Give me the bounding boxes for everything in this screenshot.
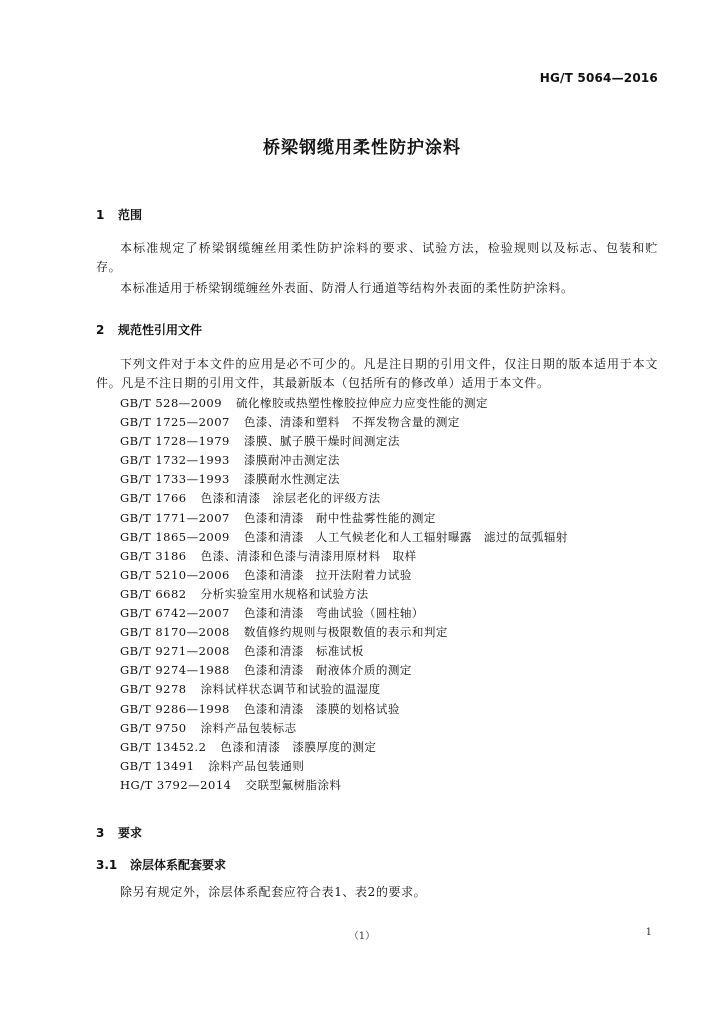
reference-item bbox=[120, 700, 568, 719]
reference-code: GB/T 1733—1993 bbox=[120, 472, 230, 487]
reference-title: 漆膜耐水性测定法 bbox=[243, 472, 340, 487]
reference-title: 漆膜耐冲击测定法 bbox=[243, 453, 340, 468]
subsection-3-1-title: 涂层体系配套要求 bbox=[130, 858, 227, 872]
reference-code: GB/T 9750 bbox=[120, 720, 187, 735]
reference-code: GB/T 1732—1993 bbox=[120, 453, 230, 468]
section-2-heading bbox=[96, 321, 202, 338]
reference-code: GB/T 9274—1988 bbox=[120, 663, 230, 678]
reference-code: GB/T 9278 bbox=[120, 682, 187, 697]
reference-title: 交联型氟树脂涂料 bbox=[245, 777, 342, 792]
reference-title: 分析实验室用水规格和试验方法 bbox=[200, 586, 369, 601]
reference-title: 涂料产品包装通则 bbox=[208, 758, 305, 773]
reference-code: GB/T 5210—2006 bbox=[120, 567, 230, 582]
reference-title: 硫化橡胶或热塑性橡胶拉伸应力应变性能的测定 bbox=[236, 396, 489, 410]
reference-code: GB/T 1771—2007 bbox=[120, 510, 230, 525]
reference-title: 涂料试样状态调节和试验的温湿度 bbox=[200, 682, 381, 697]
reference-item bbox=[120, 566, 568, 585]
reference-title: 涂料产品包装标志 bbox=[200, 720, 297, 735]
section-2-number: 2 bbox=[96, 323, 105, 337]
reference-item bbox=[120, 489, 568, 508]
page-number: 1 bbox=[645, 927, 652, 938]
reference-title: 色漆和清漆 涂层老化的评级方法 bbox=[200, 491, 381, 506]
section-3-heading bbox=[96, 824, 142, 841]
subsection-3-1-number: 3.1 bbox=[96, 858, 118, 872]
standard-code: HG/T 5064—2016 bbox=[539, 71, 658, 85]
reference-item bbox=[120, 470, 568, 489]
reference-code: GB/T 13491 bbox=[120, 758, 195, 773]
reference-item bbox=[120, 528, 568, 547]
reference-item bbox=[120, 413, 568, 432]
reference-code: GB/T 528—2009 bbox=[120, 396, 223, 410]
reference-item bbox=[120, 738, 568, 757]
reference-code: GB/T 6682 bbox=[120, 586, 187, 601]
reference-code: GB/T 9271—2008 bbox=[120, 644, 230, 659]
reference-code: GB/T 1865—2009 bbox=[120, 529, 230, 544]
reference-code: HG/T 3792—2014 bbox=[120, 777, 232, 792]
reference-title: 色漆、清漆和塑料 不挥发物含量的测定 bbox=[243, 415, 460, 430]
reference-item bbox=[120, 451, 568, 470]
reference-title: 色漆、清漆和色漆与清漆用原材料 取样 bbox=[200, 548, 417, 563]
scope-paragraph-1: 本标准规定了桥梁钢缆缠丝用柔性防护涂料的要求、试验方法，检验规则以及标志、包装和贮存。 bbox=[96, 241, 658, 274]
reference-code: GB/T 3186 bbox=[120, 548, 187, 563]
reference-item bbox=[120, 623, 568, 642]
reference-title: 色漆和清漆 弯曲试验（圆柱轴） bbox=[243, 606, 424, 621]
section-3-title: 要求 bbox=[118, 826, 143, 840]
reference-code: GB/T 13452.2 bbox=[120, 739, 207, 754]
reference-code: GB/T 6742—2007 bbox=[120, 606, 230, 621]
section-1-number: 1 bbox=[96, 208, 105, 222]
reference-item bbox=[120, 642, 568, 661]
reference-title: 色漆和清漆 人工气候老化和人工辐射曝露 滤过的氙弧辐射 bbox=[243, 529, 568, 544]
reference-title: 色漆和清漆 漆膜厚度的测定 bbox=[220, 739, 377, 754]
reference-item bbox=[120, 719, 568, 738]
document-title: 桥梁钢缆用柔性防护涂料 bbox=[263, 138, 461, 158]
reference-item bbox=[120, 585, 568, 604]
subsection-3-1-heading bbox=[96, 856, 226, 873]
reference-item bbox=[120, 509, 568, 528]
requirements-paragraph: 除另有规定外，涂层体系配套应符合表1、表2的要求。 bbox=[120, 885, 427, 899]
reference-title: 数值修约规则与极限数值的表示和判定 bbox=[243, 625, 448, 640]
reference-item bbox=[120, 394, 568, 413]
section-1-title: 范围 bbox=[118, 208, 143, 222]
reference-title: 漆膜、腻子膜干燥时间测定法 bbox=[243, 434, 400, 449]
footer-center-number: （1） bbox=[348, 931, 376, 942]
reference-code: GB/T 1728—1979 bbox=[120, 434, 230, 449]
reference-code: GB/T 1766 bbox=[120, 491, 187, 506]
reference-item bbox=[120, 432, 568, 451]
scope-paragraph-2: 本标准适用于桥梁钢缆缠丝外表面、防滑人行通道等结构外表面的柔性防护涂料。 bbox=[120, 281, 574, 295]
reference-code: GB/T 1725—2007 bbox=[120, 415, 230, 430]
reference-title: 色漆和清漆 耐中性盐雾性能的测定 bbox=[243, 510, 436, 525]
reference-list bbox=[120, 394, 568, 795]
reference-item bbox=[120, 661, 568, 680]
reference-code: GB/T 9286—1998 bbox=[120, 701, 230, 716]
reference-title: 色漆和清漆 漆膜的划格试验 bbox=[243, 701, 400, 716]
reference-title: 色漆和清漆 标准试板 bbox=[243, 644, 364, 659]
section-2-title: 规范性引用文件 bbox=[118, 323, 203, 337]
reference-item bbox=[120, 680, 568, 699]
normative-intro: 下列文件对于本文件的应用是必不可少的。凡是注日期的引用文件，仅注日期的版本适用于本文件。凡是不注日期的引用文件，其最新版本（包括所有的修改单）适用于本文件。 bbox=[96, 357, 658, 390]
section-1-heading bbox=[96, 206, 142, 223]
reference-item bbox=[120, 547, 568, 566]
reference-item bbox=[120, 757, 568, 776]
reference-title: 色漆和清漆 拉开法附着力试验 bbox=[243, 567, 412, 582]
reference-item bbox=[120, 604, 568, 623]
reference-title: 色漆和清漆 耐液体介质的测定 bbox=[243, 663, 412, 678]
section-3-number: 3 bbox=[96, 826, 105, 840]
reference-code: GB/T 8170—2008 bbox=[120, 625, 230, 640]
reference-item bbox=[120, 776, 568, 795]
